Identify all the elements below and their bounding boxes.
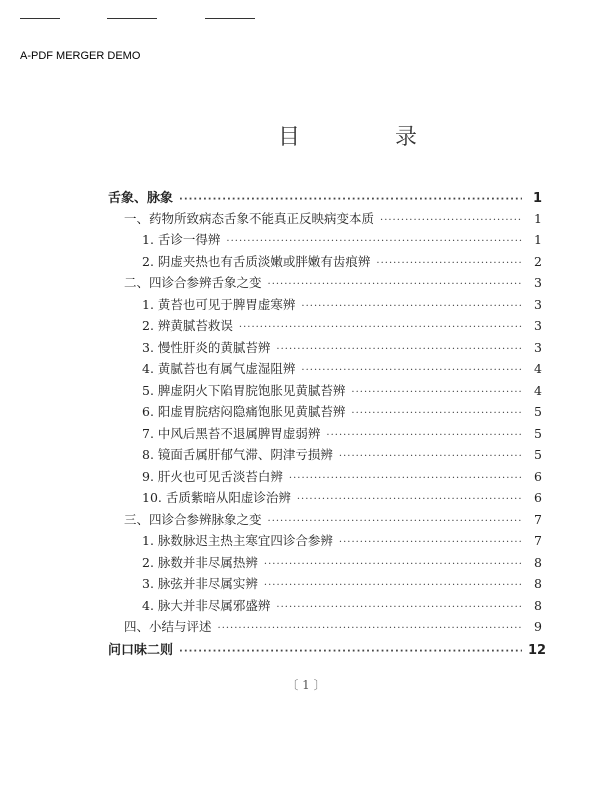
toc-entry-title: 四、小结与评述 [124,619,212,634]
leader-dots [351,408,522,419]
toc-entry-page: 6 [534,490,542,505]
leader-dots [301,301,522,312]
leader-dots [326,430,522,441]
toc-entry [108,209,542,231]
toc-entry-title: 二、四诊合参辨舌象之变 [124,275,262,290]
toc-entry-page: 1 [532,191,542,206]
toc-entry-title: 3. 脉弦并非尽属实辨 [142,576,258,591]
toc-entry-title: 2. 辨黄腻苔救误 [142,318,233,333]
page-number: 〔 1 〕 [286,678,326,692]
toc-entry-title: 6. 阳虚胃脘痞闷隐痛饱胀见黄腻苔辨 [142,404,346,419]
toc-entry-page: 8 [534,597,542,613]
toc-entry-page: 8 [534,576,542,591]
toc-entry-page: 4 [534,382,542,398]
toc-entry-title: 10. 舌质紫暗从阳虚诊治辨 [142,490,291,505]
toc-entry [108,531,542,553]
toc-entry-page: 9 [534,619,542,634]
leader-dots [179,646,522,657]
leader-dots [301,365,522,376]
leader-dots [289,473,522,484]
toc-entry [108,639,547,661]
toc-entry-page: 3 [534,318,542,333]
toc-entry-title: 8. 镜面舌属肝郁气滞、阴津亏损辨 [142,447,333,462]
toc-entry-page: 3 [534,339,542,355]
toc-entry [108,295,542,317]
toc-entry [108,338,542,360]
watermark-text: A-PDF MERGER DEMO [20,50,141,62]
leader-dots [276,344,522,355]
toc-entry-title: 1. 脉数脉迟主热主寒宜四诊合参辨 [142,533,333,548]
toc-entry-title: 2. 脉数并非尽属热辨 [142,554,258,570]
leader-dots [380,215,522,226]
toc-entry-title: 9. 肝火也可见舌淡苔白辨 [142,468,283,484]
toc-entry-page: 1 [534,232,542,247]
header-rule [107,18,157,19]
toc-entry-page: 3 [534,296,542,312]
toc-entry-page: 5 [534,404,542,419]
toc-entry-page: 8 [534,554,542,570]
toc-entry-page: 7 [534,533,542,548]
toc-entry [108,316,542,338]
toc-entry-title: 三、四诊合参辨脉象之变 [124,511,262,527]
leader-dots [268,516,522,527]
toc-entry [108,252,542,274]
leader-dots [276,602,522,613]
header-rule [205,18,255,19]
toc-entry [108,467,542,489]
toc-entry-page: 7 [534,511,542,527]
toc-entry [108,359,542,381]
toc-entry [108,596,542,618]
leader-dots [339,537,522,548]
toc-entry [108,510,542,532]
toc-entry [108,187,542,209]
toc-entry-title: 4. 脉大并非尽属邪盛辨 [142,597,271,613]
toc-entry-page: 5 [534,425,542,441]
leader-dots [264,559,522,570]
leader-dots [226,236,522,247]
toc-entry-title: 2. 阴虚夹热也有舌质淡嫩或胖嫩有齿痕辨 [142,253,371,269]
toc-entry-title: 问口味二则 [108,642,174,658]
toc-entry [108,488,542,510]
table-of-contents [108,187,547,660]
toc-entry-page: 3 [534,275,542,290]
toc-entry-page: 1 [534,210,542,226]
leader-dots [297,494,522,505]
toc-entry [108,230,542,252]
toc-entry-title: 1. 舌诊一得辨 [142,232,221,247]
toc-entry [108,402,542,424]
leader-dots [351,387,522,398]
page-title: 目 录 [278,125,461,150]
toc-entry [108,617,542,639]
toc-entry-page: 12 [528,642,547,658]
toc-entry [108,424,542,446]
leader-dots [268,279,522,290]
leader-dots [218,623,522,634]
toc-entry-title: 一、药物所致病态舌象不能真正反映病变本质 [124,210,375,226]
toc-entry [108,445,542,467]
leader-dots [264,580,522,591]
toc-entry-page: 5 [534,447,542,462]
toc-entry-title: 5. 脾虚阴火下陷胃脘饱胀见黄腻苔辨 [142,382,346,398]
leader-dots [239,322,522,333]
toc-entry-title: 1. 黄苔也可见于脾胃虚寒辨 [142,296,296,312]
leader-dots [179,194,522,205]
toc-entry [108,553,542,575]
toc-entry-title: 7. 中风后黑苔不退属脾胃虚弱辨 [142,425,321,441]
leader-dots [376,258,522,269]
leader-dots [339,451,522,462]
toc-entry [108,273,542,295]
toc-entry-title: 舌象、脉象 [108,191,174,206]
toc-entry-page: 6 [534,468,542,484]
toc-entry-title: 3. 慢性肝炎的黄腻苔辨 [142,339,271,355]
toc-entry-page: 4 [534,361,542,376]
toc-entry [108,574,542,596]
header-rule [20,18,60,19]
toc-entry-page: 2 [534,253,542,269]
toc-entry-title: 4. 黄腻苔也有属气虚湿阻辨 [142,361,296,376]
toc-entry [108,381,542,403]
